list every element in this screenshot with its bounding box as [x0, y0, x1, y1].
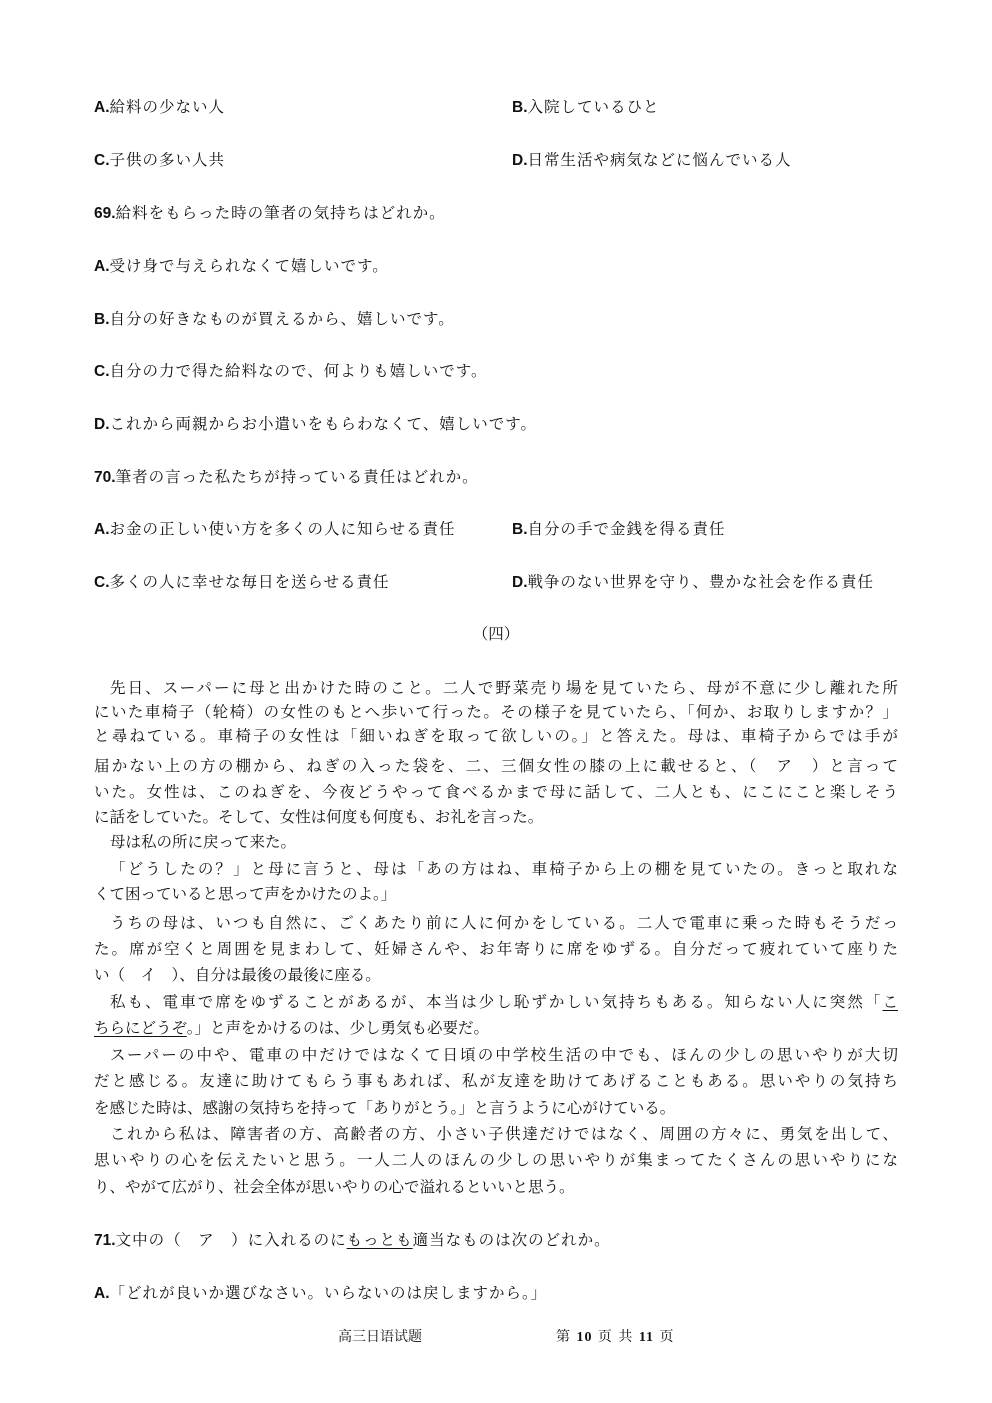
option-text: 自分の手で金銭を得る責任: [527, 520, 726, 538]
option-text: 子供の多い人共: [109, 151, 226, 169]
passage-line: 母は私の所に戻って来た。: [110, 833, 297, 851]
passage-line: 思いやりの心を伝えたいと思う。一人二人のほんの少しの思いやりが集まってたくさんの思いやりにな: [94, 1151, 898, 1169]
footer-title: 高三日语试题: [338, 1329, 422, 1345]
section-heading: （四）: [472, 625, 520, 643]
option-label: A.: [94, 521, 110, 538]
option-label: A.: [94, 99, 110, 116]
option-text: 自分の好きなものが買えるから、嬉しいです。: [109, 310, 455, 328]
passage-line: 届かない上の方の棚から、ねぎの入った袋を、二、三個女性の膝の上に載せると、（ ア ）と言って: [94, 757, 898, 775]
passage-line: 先日、スーパーに母と出かけた時のこと。二人で野菜売り場を見ていたら、母が不意に少し離れた所: [110, 679, 898, 697]
question-number: 70.: [94, 469, 116, 486]
footer-text: 页 共: [597, 1329, 634, 1345]
question-number: 69.: [94, 205, 116, 222]
question-number: 71.: [94, 1232, 116, 1249]
passage-line: いた。女性は、このねぎを、今夜どうやって食べるかまで母に話して、二人とも、にこにこと楽しそう: [94, 783, 898, 801]
current-page: 10: [576, 1330, 593, 1345]
q69-option-b: [94, 309, 455, 330]
underlined-phrase: こ: [882, 993, 898, 1011]
option-text: 給料の少ない人: [109, 98, 226, 116]
option-text: 戦争のない世界を守り、豊かな社会を作る責任: [527, 573, 875, 591]
option-text: 多くの人に幸せな毎日を送らせる責任: [109, 573, 390, 591]
option-label: C.: [94, 363, 110, 380]
option-label: A.: [94, 1285, 110, 1302]
footer-text: 页: [659, 1329, 675, 1345]
option-label: B.: [512, 521, 528, 538]
passage-line: にいた車椅子（轮椅）の女性のもとへ歩いて行った。その様子を見ていたら、「何か、お取りしますか？」: [94, 703, 898, 721]
option-label: D.: [512, 152, 528, 169]
q68-option-b: [512, 97, 660, 118]
passage-text: 私も、電車で席をゆずることがあるが、本当は少し恥ずかしい気持ちもある。知らない人に突然「: [110, 993, 883, 1011]
passage-line: これから私は、障害者の方、高齢者の方、小さい子供達だけではなく、周囲の方々に、勇気を出して、: [110, 1125, 898, 1143]
passage-line: スーパーの中や、電車の中だけではなくて日頃の中学校生活の中でも、ほんの少しの思いやりが大切: [110, 1046, 898, 1064]
q69-option-a: [94, 256, 389, 277]
question-text: 文中の（ ア ）に入れるのに: [115, 1231, 347, 1249]
option-label: A.: [94, 258, 110, 275]
q68-option-a: [94, 97, 225, 118]
q69-question: [94, 203, 446, 224]
underlined-phrase: ちらにどうぞ: [94, 1019, 187, 1037]
passage-line: た。席が空くと周囲を見まわして、妊婦さんや、お年寄りに席をゆずる。自分だって疲れていて座りた: [94, 940, 898, 958]
q69-option-d: [94, 414, 537, 435]
q70-question: [94, 467, 479, 488]
question-text: 筆者の言った私たちが持っている責任はどれか。: [115, 468, 479, 486]
passage-line: を感じた時は、感謝の気持ちを持って「ありがとう。」と言うように心がけている。: [94, 1099, 676, 1117]
footer-text: 第: [556, 1329, 571, 1345]
option-label: C.: [94, 574, 110, 591]
q68-option-c: [94, 150, 225, 171]
q70-option-b: [512, 519, 726, 540]
page-indicator: [556, 1328, 675, 1347]
passage-text: 。」と声をかけるのは、少し勇気も必要だ。: [186, 1019, 489, 1037]
option-text: 受け身で与えられなくて嬉しいです。: [109, 257, 389, 275]
option-label: D.: [512, 574, 528, 591]
passage-line: うちの母は、いつも自然に、ごくあたり前に人に何かをしている。二人で電車に乗った時もそうだっ: [110, 914, 898, 932]
passage-line: い（ イ ）、自分は最後の最後に座る。: [94, 966, 381, 984]
underlined-phrase: もっとも: [346, 1231, 413, 1249]
q70-option-a: [94, 519, 456, 540]
passage-line: と尋ねている。車椅子の女性は「細いねぎを取って欲しいの。」と答えた。母は、車椅子からでは手が: [94, 727, 898, 745]
passage-line: り、やがて広がり、社会全体が思いやりの心で溢れるといいと思う。: [94, 1178, 575, 1196]
passage-line: に話をしていた。そして、女性は何度も何度も、お礼を言った。: [94, 808, 544, 826]
option-label: B.: [94, 311, 110, 328]
q71-question: [94, 1230, 611, 1251]
option-text: お金の正しい使い方を多くの人に知らせる責任: [109, 520, 456, 538]
q70-option-d: [512, 572, 874, 593]
passage-line: [94, 1018, 898, 1038]
question-text: 給料をもらった時の筆者の気持ちはどれか。: [115, 204, 446, 222]
question-text: 適当なものは次のどれか。: [412, 1231, 611, 1249]
option-label: C.: [94, 152, 110, 169]
option-text: 入院しているひと: [527, 98, 660, 116]
option-text: 日常生活や病気などに悩んでいる人: [527, 151, 792, 169]
passage-line: くて困っていると思って声をかけたのよ。」: [94, 885, 397, 903]
option-label: D.: [94, 416, 110, 433]
option-text: 自分の力で得た給料なので、何よりも嬉しいです。: [109, 362, 488, 380]
passage-line: [94, 992, 898, 1012]
total-pages: 11: [638, 1330, 655, 1345]
option-text: これから両親からお小遣いをもらわなくて、嬉しいです。: [109, 415, 537, 433]
option-text: 「どれが良いか選びなさい。いらないのは戻しますから。」: [109, 1284, 548, 1302]
q71-option-a: [94, 1283, 547, 1304]
passage-line: 「どうしたの？」と母に言うと、母は「あの方はね、車椅子から上の棚を見ていたの。きっと取れな: [110, 860, 898, 878]
passage-line: だと感じる。友達に助けてもらう事もあれば、私が友達を助けてあげることもある。思いやりの気持ち: [94, 1072, 898, 1090]
q69-option-c: [94, 361, 487, 382]
q70-option-c: [94, 572, 390, 593]
q68-option-d: [512, 150, 792, 171]
option-label: B.: [512, 99, 528, 116]
